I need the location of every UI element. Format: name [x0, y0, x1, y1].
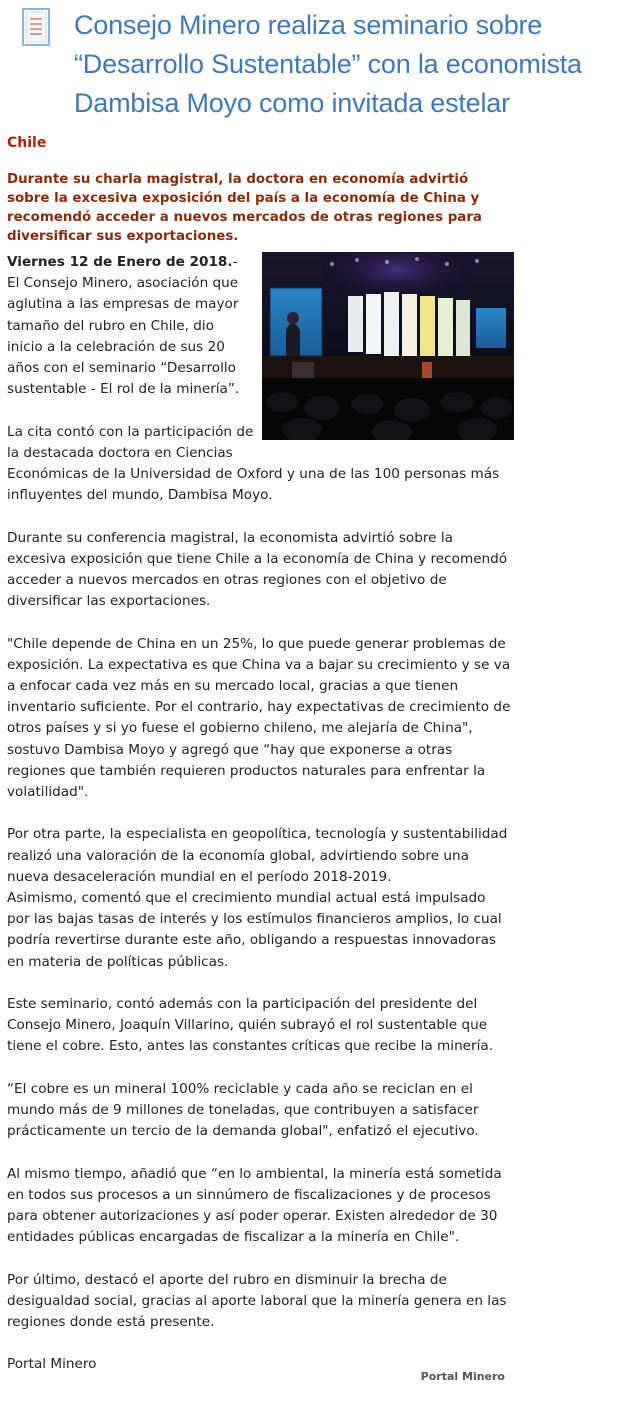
document-icon [22, 8, 50, 46]
seminar-photo [262, 252, 514, 440]
paragraph-5b: Asimismo, comentó que el crecimiento mundial actual está impulsado por las bajas tasas de interés y los estímulos financieros amplios, lo cual podría revertirse durante este año, obligando a respuestas innovadoras en materia de políticas públicas. [7, 890, 502, 970]
country-label: Chile [7, 135, 47, 151]
paragraph-5 [7, 824, 512, 972]
paragraph-2: La cita contó con la participación de la destacada doctora en Ciencias Económicas de la Universidad de Oxford y una de las 100 personas más influyentes del mundo, Dambisa Moyo. [7, 423, 500, 504]
article-lead: Durante su charla magistral, la doctora en economía advirtió sobre la excesiva exposición del país a la economía de China y recomendó acceder a nuevos mercados de otras regiones para diversificar sus exportaciones. [7, 172, 482, 244]
paragraph-4: "Chile depende de China en un 25%, lo que puede generar problemas de exposición. La expectativa es que China va a bajar su crecimiento y se va a enfocar cada vez más en su mercado local, gracias a que tienen inventario suficiente. Por el contrario, hay expectativas de crecimiento de otros países y si yo fuese el gobierno chileno, me alejaría de China", sostuvo Dambisa Moyo y agregó que “hay que exponerse a otras regiones que también requieren productos naturales para enfrentar la volatilidad". [7, 635, 511, 801]
paragraph-8: Al mismo tiempo, añadió que “en lo ambiental, la minería está sometida en todos sus procesos a un sinnúmero de fiscalizaciones y de procesos para obtener autorizaciones y así poder operar. Existen alrededor de 30 entidades públicas encargadas de fiscalizar a la minería en Chile". [7, 1165, 502, 1246]
seminar-stage-image [262, 252, 514, 440]
article-date: Viernes 12 de Enero de 2018. [7, 254, 233, 270]
article-title: Consejo Minero realiza seminario sobre “Desarrollo Sustentable” con la economista Dambisa Moyo como invitada estelar [74, 10, 582, 118]
source-tag: Portal Minero [420, 1370, 505, 1383]
paragraph-5a: Por otra parte, la especialista en geopolítica, tecnología y sustentabilidad realizó una valoración de la economía global, advirtiendo sobre una nueva desaceleración mundial en el período 2018-2019. [7, 826, 508, 885]
article-body [7, 252, 512, 1397]
paragraph-3: Durante su conferencia magistral, la economista advirtió sobre la excesiva exposición que tiene Chile a la economía de China y recomendó acceder a nuevos mercados en otras regiones con el objetivo de diversificar las exportaciones. [7, 529, 508, 610]
source-line: Portal Minero [7, 1356, 97, 1373]
paragraph-6: Este seminario, contó además con la participación del presidente del Consejo Minero, Joaquín Villarino, quién subrayó el rol sustentable que tiene el cobre. Esto, antes las constantes críticas que recibe la minería. [7, 996, 494, 1055]
paragraph-7: “El cobre es un mineral 100% reciclable y cada año se reciclan en el mundo más de 9 millones de toneladas, que contribuyen a satisfacer prácticamente un tercio de la demanda global", enfatizó el ejecutivo. [7, 1080, 479, 1140]
paragraph-1: - El Consejo Minero, asociación que aglutina a las empresas de mayor tamaño del rubro en Chile, dio inicio a la celebración de sus 20 años con el seminario “Desarrollo sustentable - El rol de la minería”. [7, 254, 240, 398]
paragraph-9: Por último, destacó el aporte del rubro en disminuir la brecha de desigualdad social, gracias al aporte laboral que la minería genera en las regiones donde está presente. [7, 1271, 507, 1331]
